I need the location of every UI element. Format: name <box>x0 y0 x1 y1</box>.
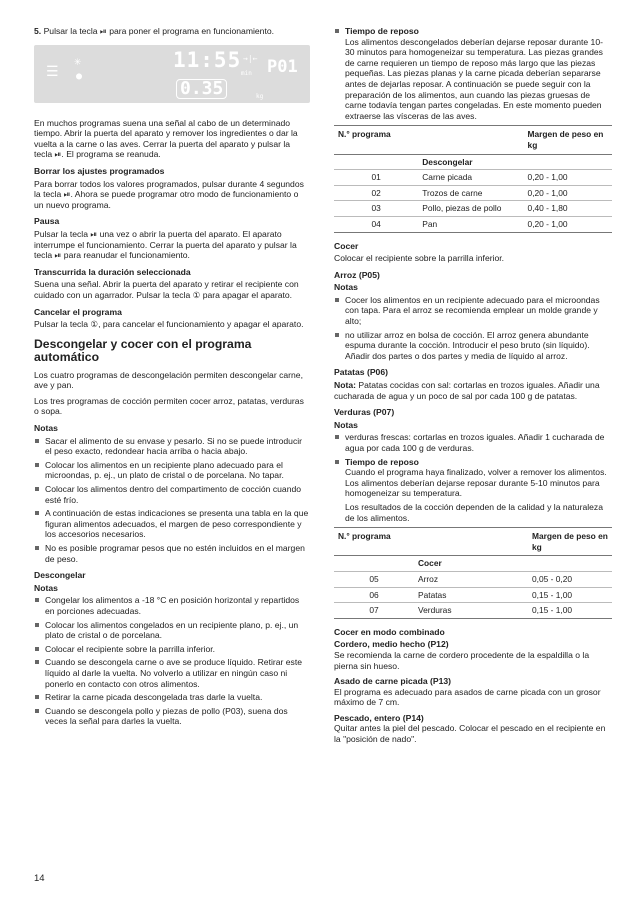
list-item: A continuación de estas indicaciones se presenta una tabla en la que figuran alimentos adecuados, el margen de peso correspondiente y los accesorios necesarios. <box>34 508 310 540</box>
list-item: Colocar el recipiente sobre la parrilla inferior. <box>34 644 310 655</box>
bullet-icon <box>335 298 339 302</box>
bullet-icon <box>335 29 339 33</box>
list-item: Tiempo de reposo Los alimentos descongelados deberían dejarse reposar durante 10-30 minutos para homogeneizar su temperatura. Las piezas grandes de carne requieren un tiempo de reposo más largo que las piezas pequeñas. Las piezas planas y la carne picada deberían separarse antes de dejarlas reposar. A continuación se puede seguir con la preparación de los alimentos, aun cuando las piezas gruesas de carne todavía tengan partes congeladas. En este momento pueden extraerse las vísceras de las aves. <box>334 26 612 121</box>
heading-cancelar: Cancelar el programa <box>34 306 122 317</box>
table-row: 05 Arroz 0,05 - 0,20 <box>334 571 612 587</box>
heading-cocer: Cocer <box>334 240 359 251</box>
table-row: 01 Carne picada 0,20 - 1,00 <box>334 170 612 186</box>
paragraph-pausa: Pulsar la tecla ⏯ una vez o abrir la puerta del aparato. El aparato interrumpe el funcionamiento. Cerrar la puerta del aparato y pulsar la tecla ⏯ para reanudar el funcionamiento. <box>34 228 297 261</box>
col-header-peso: Margen de peso en kg <box>527 129 604 150</box>
heading-pescado: Pescado, entero (P14) <box>334 712 424 723</box>
display-weight: 0.35 <box>176 79 227 99</box>
bullet-icon <box>35 463 39 467</box>
paragraph-pescado: Quitar antes la piel del pescado. Colocar el pescado en el recipiente en la "posición de nado". <box>334 723 606 745</box>
display-arrow-label: →|← <box>243 53 258 63</box>
list-item: No es posible programar pesos que no estén incluidos en el margen de peso. <box>34 543 310 564</box>
heading-borrar: Borrar los ajustes programados <box>34 165 165 176</box>
display-time-unit: min <box>241 69 252 77</box>
drop-icon: ● <box>76 70 83 82</box>
intro-paragraph: En muchos programas suena una señal al cabo de un determinado tiempo. Abrir la puerta del aparato y remover los ingredientes o dar la vuelta a la carne o las aves. Cerrar la puerta del aparato y pulsar la tecla ⏯. El programa se reanuda. <box>34 117 298 160</box>
heading-asado: Asado de carne picada (P13) <box>334 676 452 687</box>
heading-cordero: Cordero, medio hecho (P12) <box>334 639 449 650</box>
bullet-icon <box>335 435 339 439</box>
paragraph-cocer: Colocar el recipiente sobre la parrilla inferior. <box>334 253 505 264</box>
tiempo-list-1 <box>334 26 612 121</box>
list-item: Colocar los alimentos dentro del compartimento de cocción cuando esté frío. <box>34 484 310 505</box>
paragraph-transcurrida: Suena una señal. Abrir la puerta del aparato y retirar el recipiente con cuidado con un agarrador. Pulsar la tecla ① para apagar el aparato. <box>34 279 299 300</box>
list-item: Tiempo de reposo Cuando el programa haya finalizado, volver a remover los alimentos. Los alimentos deberían dejarse reposar durante 5-10 minutos para homogeneizar su temperatura. Los resultados de la cocción dependen de la calidad y la naturaleza de los alimentos. <box>334 457 612 524</box>
col-header-programa: N.° programa <box>338 129 391 140</box>
bullet-icon <box>335 333 339 337</box>
defrost-icon: ✳ <box>74 53 82 68</box>
display-time: 11:55 <box>173 47 242 72</box>
bullet-icon <box>35 623 39 627</box>
verduras-notas-list <box>334 432 612 523</box>
bullet-icon <box>35 487 39 491</box>
heading-arroz-notas: Notas <box>334 282 358 293</box>
left-column <box>34 26 310 731</box>
section-title: Descongelar y cocer con el programa automático <box>34 336 252 365</box>
table-row: 07 Verduras 0,15 - 1,00 <box>334 603 612 619</box>
list-item: Retirar la carne picada descongelada tras darle la vuelta. <box>34 692 310 703</box>
heading-arroz: Arroz (P05) <box>334 269 380 280</box>
heading-transcurrida: Transcurrida la duración seleccionada <box>34 266 191 277</box>
bullet-icon <box>35 709 39 713</box>
paragraph-cordero: Se recomienda la carne de cordero procedente de la espaldilla o la pierna sin hueso. <box>334 649 590 671</box>
page-number: 14 <box>34 873 45 884</box>
bullet-icon <box>35 660 39 664</box>
display-weight-unit: kg <box>256 92 264 100</box>
table-row: 03 Pollo, piezas de pollo 0,40 - 1,80 <box>334 201 612 217</box>
list-item: Sacar el alimento de su envase y pesarlo. Si no se puede introducir el peso exacto, redondear hacia arriba o hacia abajo. <box>34 436 310 457</box>
heading-desc-notas: Notas <box>34 582 58 593</box>
desc-notas-list <box>34 595 310 727</box>
bullet-icon <box>335 460 339 464</box>
table-row: 06 Patatas 0,15 - 1,00 <box>334 587 612 603</box>
table-cocer <box>334 527 612 619</box>
heading-verduras: Verduras (P07) <box>334 407 395 418</box>
col-header-programa: N.° programa <box>338 531 391 542</box>
bullet-icon <box>35 647 39 651</box>
table-row: 04 Pan 0,20 - 1,00 <box>334 216 612 232</box>
table-header <box>334 528 612 556</box>
col-header-peso: Margen de peso en kg <box>532 531 608 552</box>
list-item: no utilizar arroz en bolsa de cocción. El arroz genera abundante espuma durante la cocción. Introducir el peso bruto (sin líquido). Añadir dos partes o dos partes y media de líquido al arroz. <box>334 330 612 362</box>
bullet-icon <box>35 695 39 699</box>
microwave-icon: ☰ <box>46 63 59 80</box>
heading-notas: Notas <box>34 423 58 434</box>
heading-descongelar: Descongelar <box>34 570 86 581</box>
list-item: Colocar los alimentos en un recipiente plano adecuado para el microondas, p. ej., un plato de cristal o de porcelana. No tapar. <box>34 460 310 481</box>
list-item: Cuando se descongela pollo y piezas de pollo (P03), suena dos veces la señal para darles la vuelta. <box>34 706 310 727</box>
table-header <box>334 126 612 154</box>
table-subheader: Descongelar <box>334 154 612 170</box>
right-column <box>334 26 612 750</box>
bullet-icon <box>35 546 39 550</box>
table-descongelar <box>334 125 612 232</box>
bullet-icon <box>35 598 39 602</box>
step-5: 5. Pulsar la tecla ⏯ para poner el programa en funcionamiento. <box>34 26 275 36</box>
list-item: verduras frescas: cortarlas en trozos iguales. Añadir 1 cucharada de agua por cada 100 g de verduras. <box>334 432 612 453</box>
bullet-icon <box>35 511 39 515</box>
list-item: Cocer los alimentos en un recipiente adecuado para el microondas con tapa. Para el arroz se recomienda emplear un molde grande y alto; <box>334 295 612 327</box>
list-item: Congelar los alimentos a -18 °C en posición horizontal y repartidos en porciones adecuadas. <box>34 595 310 616</box>
display-panel <box>34 45 310 103</box>
display-program: P01 <box>267 56 298 77</box>
section-paragraph-2: Los tres programas de cocción permiten cocer arroz, patatas, verduras o sopa. <box>34 395 304 417</box>
section-paragraph-1: Los cuatro programas de descongelación permiten descongelar carne, ave y pan. <box>34 369 303 391</box>
heading-combinado: Cocer en modo combinado <box>334 626 445 637</box>
paragraph-borrar: Para borrar todos los valores programados, pulsar durante 4 segundos la tecla ⏯. Ahora se puede programar otro modo de funcionamiento o un nuevo programa. <box>34 178 304 210</box>
heading-pausa: Pausa <box>34 216 60 227</box>
table-row: 02 Trozos de carne 0,20 - 1,00 <box>334 185 612 201</box>
paragraph-asado: El programa es adecuado para asados de carne picada con un grosor máximo de 7 cm. <box>334 686 601 708</box>
bullet-icon <box>35 439 39 443</box>
heading-patatas: Patatas (P06) <box>334 367 388 378</box>
arroz-notas-list <box>334 295 612 362</box>
paragraph-cancelar: Pulsar la tecla ①, para cancelar el funcionamiento y apagar el aparato. <box>34 319 304 330</box>
table-subheader: Cocer <box>334 556 612 572</box>
list-item: Cuando se descongela carne o ave se produce líquido. Retirar este líquido al darle la vuelta. No volverlo a utilizar en ningún caso ni ponerlo en contacto con otros alimentos. <box>34 657 310 689</box>
paragraph-patatas: Nota: Patatas cocidas con sal: cortarlas en trozos iguales. Añadir una cucharada de agua y un poco de sal por cada 100 g de patatas. <box>334 380 600 401</box>
notas-list <box>34 436 310 565</box>
list-item: Colocar los alimentos congelados en un recipiente plano, p. ej., un plato de cristal o de porcelana. <box>34 620 310 641</box>
heading-verduras-notas: Notas <box>334 419 358 430</box>
